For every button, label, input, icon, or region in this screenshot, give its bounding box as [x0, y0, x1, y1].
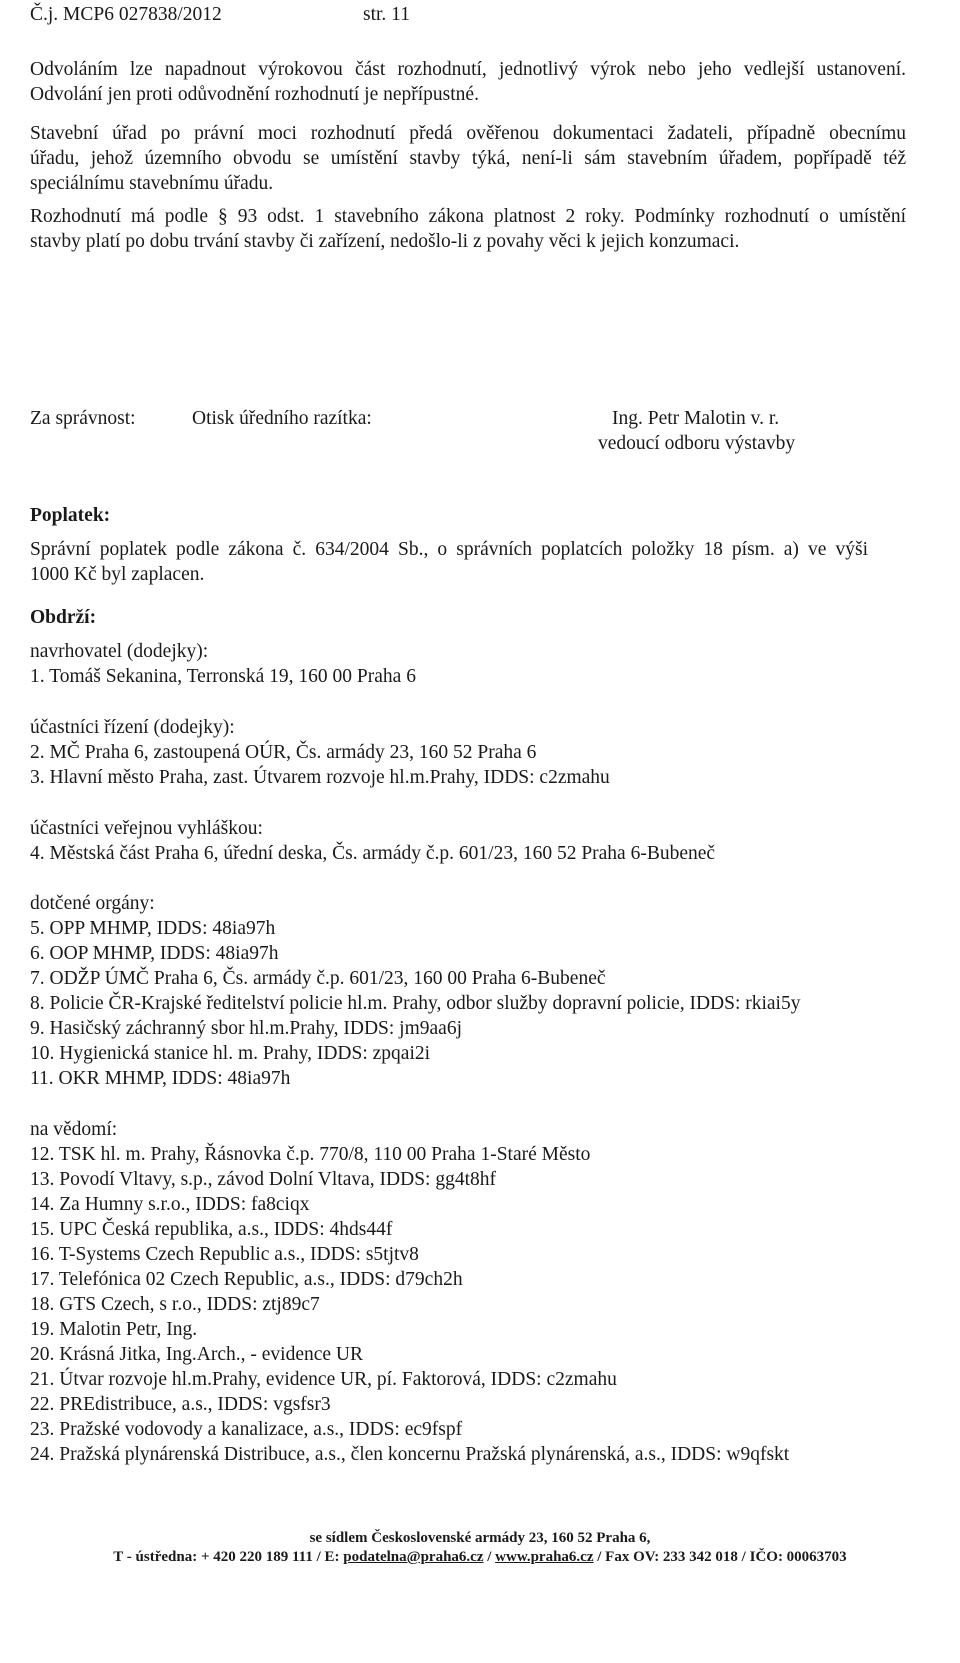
- list-item: 14. Za Humny s.r.o., IDDS: fa8ciqx: [30, 1194, 310, 1215]
- email-link[interactable]: podatelna@praha6.cz: [343, 1549, 484, 1565]
- recipients-heading: Obdrží:: [30, 607, 97, 628]
- footer-contact-suffix: / Fax OV: 233 342 018 / IČO: 00063703: [593, 1549, 847, 1565]
- page-number: str. 11: [363, 4, 410, 25]
- public-label: účastníci veřejnou vyhláškou:: [30, 818, 263, 839]
- list-item: 15. UPC Česká republika, a.s., IDDS: 4hds44f: [30, 1219, 393, 1240]
- list-item: 6. OOP MHMP, IDDS: 48ia97h: [30, 943, 279, 964]
- list-item: 24. Pražská plynárenská Distribuce, a.s., člen koncernu Pražská plynárenská, a.s., IDDS: w9qfskt: [30, 1444, 790, 1465]
- list-item: 22. PREdistribuce, a.s., IDDS: vgsfsr3: [30, 1394, 331, 1415]
- fee-line-2: 1000 Kč byl zaplacen.: [30, 564, 205, 585]
- list-item: 21. Útvar rozvoje hl.m.Prahy, evidence UR, pí. Faktorová, IDDS: c2zmahu: [30, 1369, 617, 1390]
- appeal-line-2: Odvolání jen proti odůvodnění rozhodnutí je nepřípustné.: [30, 84, 479, 105]
- list-item: 11. OKR MHMP, IDDS: 48ia97h: [30, 1068, 291, 1089]
- office-line-3: speciálnímu stavebnímu úřadu.: [30, 173, 274, 194]
- fee-heading: Poplatek:: [30, 505, 111, 526]
- office-line-2: úřadu, jehož územního obvodu se umístění stavby týká, není-li sám stavebním úřadem, popřípadě též: [30, 148, 906, 169]
- web-link[interactable]: www.praha6.cz: [495, 1549, 594, 1565]
- footer-separator: /: [483, 1549, 496, 1565]
- appeal-line-1: Odvoláním lze napadnout výrokovou část rozhodnutí, jednotlivý výrok nebo jeho vedlejší ustanovení.: [30, 59, 906, 80]
- info-label: na vědomí:: [30, 1119, 118, 1140]
- list-item: 19. Malotin Petr, Ing.: [30, 1319, 198, 1340]
- stamp-label: Otisk úředního razítka:: [192, 408, 372, 429]
- list-item: 17. Telefónica 02 Czech Republic, a.s., IDDS: d79ch2h: [30, 1269, 463, 1290]
- list-item: 16. T-Systems Czech Republic a.s., IDDS: s5tjtv8: [30, 1244, 419, 1265]
- authorities-label: dotčené orgány:: [30, 893, 155, 914]
- list-item: 3. Hlavní město Praha, zast. Útvarem rozvoje hl.m.Prahy, IDDS: c2zmahu: [30, 767, 610, 788]
- list-item: 20. Krásná Jitka, Ing.Arch., - evidence UR: [30, 1344, 364, 1365]
- list-item: 18. GTS Czech, s r.o., IDDS: ztj89c7: [30, 1294, 320, 1315]
- participants-label: účastníci řízení (dodejky):: [30, 717, 235, 738]
- page-header: [30, 2, 410, 27]
- signatory-role: vedoucí odboru výstavby: [598, 433, 796, 454]
- list-item: 13. Povodí Vltavy, s.p., závod Dolní Vltava, IDDS: gg4t8hf: [30, 1169, 496, 1190]
- list-item: 4. Městská část Praha 6, úřední deska, Čs. armády č.p. 601/23, 160 52 Praha 6-Bubeneč: [30, 843, 716, 864]
- proposer-label: navrhovatel (dodejky):: [30, 641, 209, 662]
- footer-address: se sídlem Československé armády 23, 160 52 Praha 6,: [309, 1530, 651, 1546]
- footer-contact-prefix: T - ústředna: + 420 220 189 111 / E:: [113, 1549, 344, 1565]
- list-item: 1. Tomáš Sekanina, Terronská 19, 160 00 Praha 6: [30, 666, 416, 687]
- list-item: 2. MČ Praha 6, zastoupená OÚR, Čs. armády 23, 160 52 Praha 6: [30, 742, 537, 763]
- validity-line-1: Rozhodnutí má podle § 93 odst. 1 stavebního zákona platnost 2 roky. Podmínky rozhodnutí o umístění: [30, 206, 906, 227]
- list-item: 10. Hygienická stanice hl. m. Prahy, IDDS: zpqai2i: [30, 1043, 431, 1064]
- correctness-label: Za správnost:: [30, 408, 136, 429]
- footer-contact: [0, 1549, 960, 1566]
- list-item: 12. TSK hl. m. Prahy, Řásnovka č.p. 770/8, 110 00 Praha 1-Staré Město: [30, 1144, 591, 1165]
- fee-line-1: Správní poplatek podle zákona č. 634/2004 Sb., o správních poplatcích položky 18 písm. a) ve výši: [30, 539, 868, 560]
- list-item: 5. OPP MHMP, IDDS: 48ia97h: [30, 918, 276, 939]
- list-item: 9. Hasičský záchranný sbor hl.m.Prahy, IDDS: jm9aa6j: [30, 1018, 462, 1039]
- validity-line-2: stavby platí po dobu trvání stavby či zařízení, nedošlo-li z povahy věci k jejich konzumaci.: [30, 231, 740, 252]
- office-line-1: Stavební úřad po právní moci rozhodnutí předá ověřenou dokumentaci žadateli, případně obecnímu: [30, 123, 906, 144]
- reference-number: Č.j. MCP6 027838/2012: [30, 4, 222, 25]
- signatory-name: Ing. Petr Malotin v. r.: [612, 408, 780, 429]
- list-item: 7. ODŽP ÚMČ Praha 6, Čs. armády č.p. 601/23, 160 00 Praha 6-Bubeneč: [30, 968, 606, 989]
- list-item: 23. Pražské vodovody a kanalizace, a.s., IDDS: ec9fspf: [30, 1419, 463, 1440]
- list-item: 8. Policie ČR-Krajské ředitelství policie hl.m. Prahy, odbor služby dopravní policie, IDDS: rkiai5y: [30, 993, 801, 1014]
